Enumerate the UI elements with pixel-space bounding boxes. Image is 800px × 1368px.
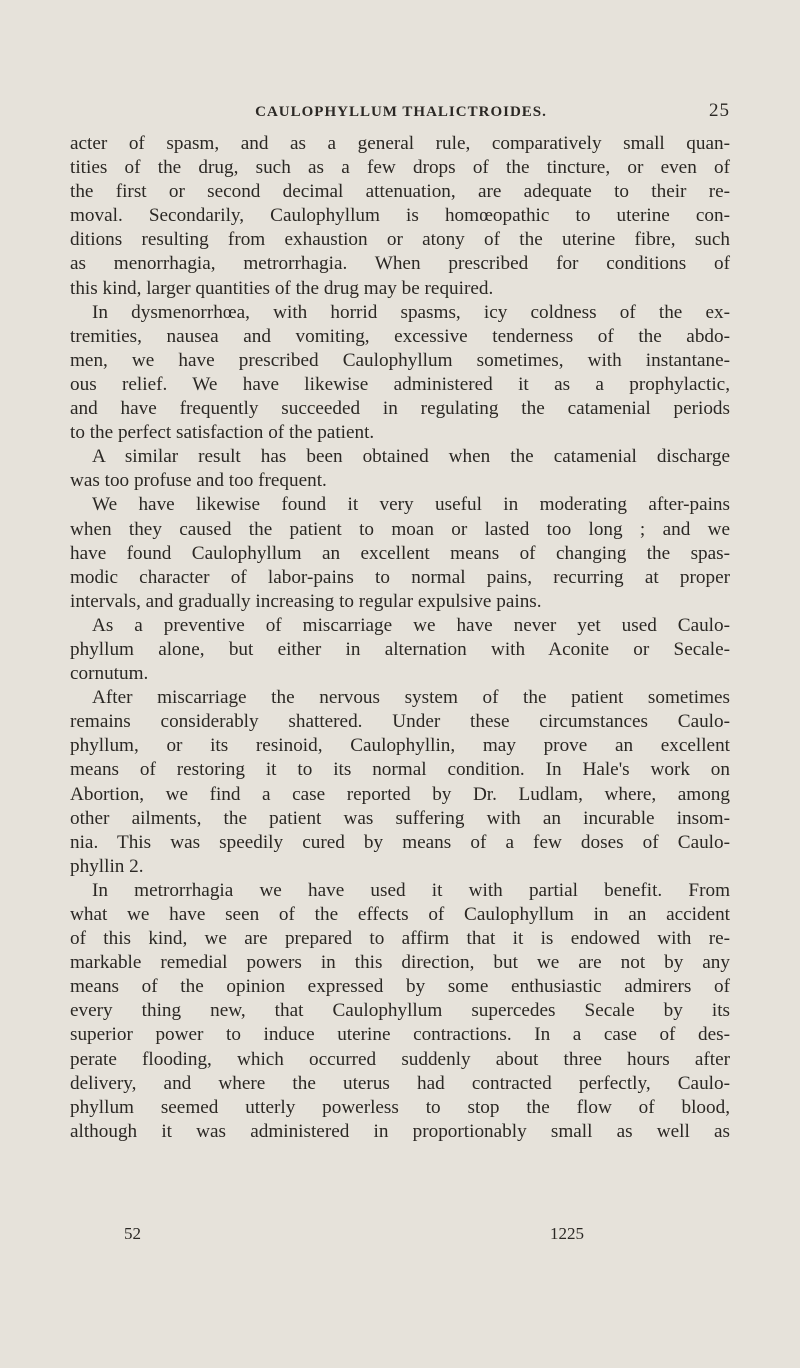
- text-line: superior power to induce uterine contractions. In a case of des-: [70, 1024, 730, 1046]
- running-header: [72, 100, 730, 121]
- text-line: and have frequently succeeded in regulating the catamenial periods: [70, 398, 730, 420]
- text-line: cornutum.: [70, 663, 149, 685]
- text-line: Abortion, we find a case reported by Dr. Ludlam, where, among: [70, 783, 730, 805]
- text-line: what we have seen of the effects of Caulophyllum in an accident: [70, 904, 730, 925]
- text-line: phyllum seemed utterly powerless to stop the flow of blood,: [70, 1096, 730, 1118]
- text-line: phyllum, or its resinoid, Caulophyllin, may prove an excellent: [70, 735, 730, 757]
- text-line: In metrorrhagia we have used it with partial benefit. From: [92, 879, 730, 901]
- text-line: moval. Secondarily, Caulophyllum is homœopathic to uterine con-: [70, 205, 730, 227]
- text-line: phyllum alone, but either in alternation with Aconite or Secale-: [70, 638, 730, 660]
- text-line: phyllin 2.: [70, 855, 144, 877]
- text-line: ditions resulting from exhaustion or atony of the uterine fibre, such: [70, 229, 730, 251]
- text-line: tities of the drug, such as a few drops of the tincture, or even of: [70, 157, 730, 179]
- text-line: every thing new, that Caulophyllum supercedes Secale by its: [70, 1000, 730, 1022]
- text-line: nia. This was speedily cured by means of a few doses of Caulo-: [70, 831, 730, 853]
- text-line: A similar result has been obtained when the catamenial discharge: [92, 446, 730, 468]
- running-title: CAULOPHYLLUM THALICTROIDES.: [255, 104, 547, 120]
- text-line: this kind, larger quantities of the drug may be required.: [70, 277, 494, 299]
- text-line: We have likewise found it very useful in moderating after-pains: [92, 494, 730, 516]
- text-line: tremities, nausea and vomiting, excessive tenderness of the abdo-: [70, 325, 730, 347]
- text-line: markable remedial powers in this direction, but we are not by any: [70, 952, 730, 974]
- text-line: although it was administered in proportionably small as well as: [70, 1120, 730, 1142]
- text-line: as menorrhagia, metrorrhagia. When prescribed for conditions of: [70, 253, 730, 275]
- text-line: the first or second decimal attenuation, are adequate to their re-: [70, 181, 730, 203]
- text-line: to the perfect satisfaction of the patient.: [70, 422, 375, 444]
- text-line: modic character of labor-pains to normal pains, recurring at proper: [70, 566, 730, 588]
- text-line: other ailments, the patient was suffering with an incurable insom-: [70, 807, 730, 829]
- text-line: means of the opinion expressed by some enthusiastic admirers of: [70, 976, 730, 998]
- text-line: of this kind, we are prepared to affirm that it is endowed with re-: [70, 928, 730, 950]
- text-line: perate flooding, which occurred suddenly about three hours after: [70, 1048, 730, 1070]
- signature-mark-right: 1225: [550, 1224, 584, 1243]
- text-line: In dysmenorrhœa, with horrid spasms, icy coldness of the ex-: [92, 301, 730, 323]
- signature-mark-left: 52: [124, 1224, 141, 1243]
- text-line: was too profuse and too frequent.: [70, 470, 327, 492]
- text-line: After miscarriage the nervous system of the patient sometimes: [92, 687, 730, 709]
- page-number: 25: [709, 100, 730, 121]
- text-line: when they caused the patient to moan or lasted too long ; and we: [70, 518, 730, 540]
- text-line: have found Caulophyllum an excellent means of changing the spas-: [70, 542, 730, 564]
- text-line: remains considerably shattered. Under these circumstances Caulo-: [70, 711, 730, 733]
- body-text: [70, 132, 730, 1144]
- text-line: delivery, and where the uterus had contracted perfectly, Caulo-: [70, 1072, 730, 1094]
- text-line: ous relief. We have likewise administered it as a prophylactic,: [70, 373, 730, 395]
- text-line: men, we have prescribed Caulophyllum sometimes, with instantane-: [70, 349, 730, 371]
- text-line: intervals, and gradually increasing to regular expulsive pains.: [70, 590, 542, 612]
- text-line: means of restoring it to its normal condition. In Hale's work on: [70, 759, 730, 781]
- text-line: acter of spasm, and as a general rule, comparatively small quan-: [70, 133, 730, 154]
- text-line: As a preventive of miscarriage we have never yet used Caulo-: [92, 614, 730, 636]
